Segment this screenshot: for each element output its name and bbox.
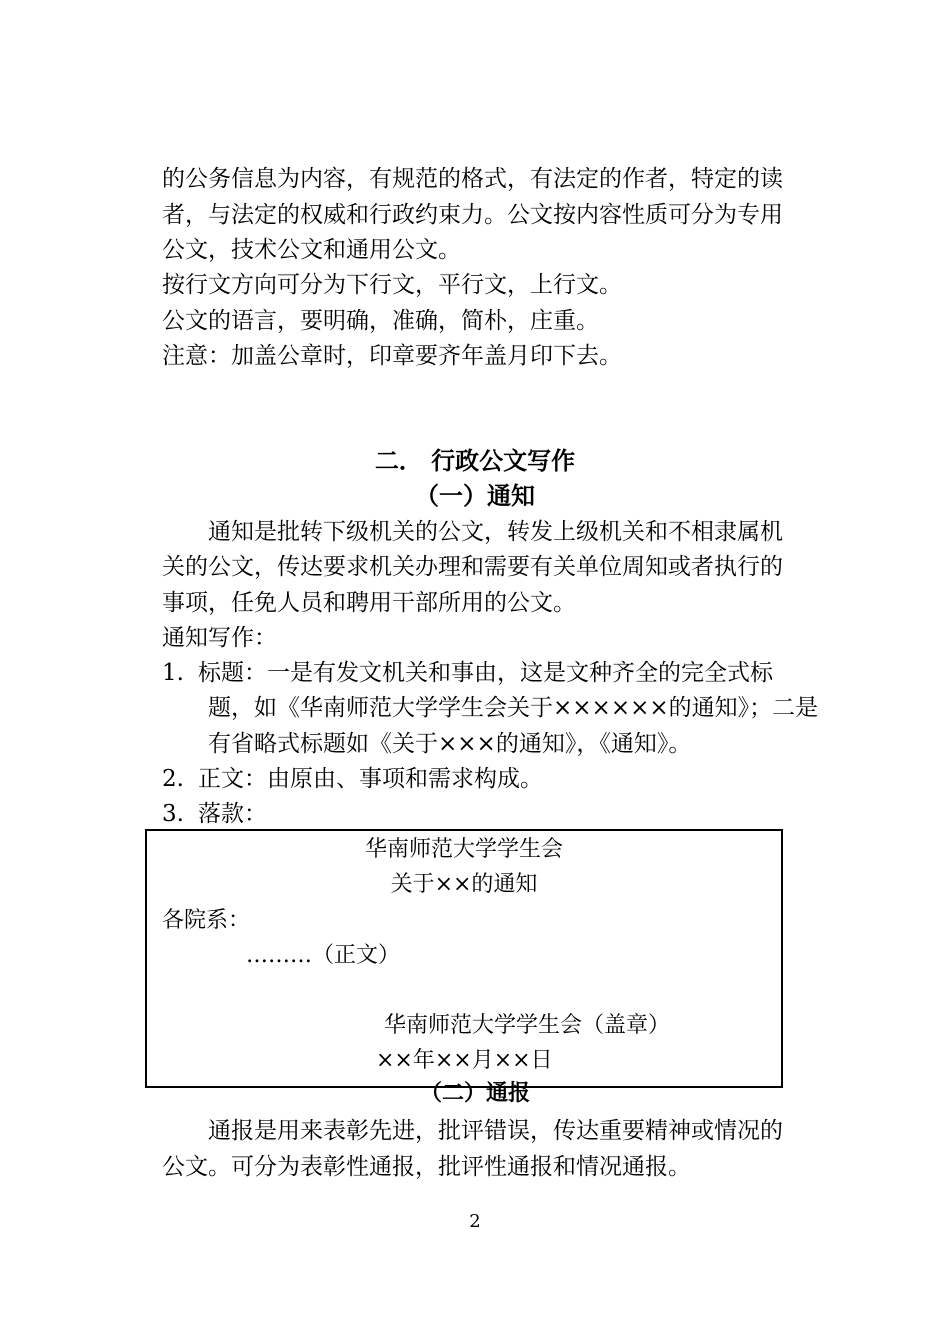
list-item-2 xyxy=(162,761,543,797)
list-number: 3. xyxy=(162,801,184,827)
intro-line-1: 的公务信息为内容，有规范的格式，有法定的作者，特定的读 xyxy=(162,166,783,192)
notice-writing-label: 通知写作： xyxy=(162,625,277,651)
subsection-heading-notice: （一）通知 xyxy=(415,482,535,510)
page-number: 2 xyxy=(469,1211,481,1232)
intro-line-6: 注意：加盖公章时，印章要齐年盖月印下去。 xyxy=(162,343,622,369)
list-item-1-cont-1: 题，如《华南师范大学学生会关于××××××的通知》；二是 xyxy=(208,695,819,721)
intro-line-3: 公文，技术公文和通用公文。 xyxy=(162,237,461,263)
intro-line-2: 者，与法定的权威和行政约束力。公文按内容性质可分为专用 xyxy=(162,202,783,228)
list-item-1-cont-2: 有省略式标题如《关于×××的通知》，《通知》。 xyxy=(208,731,692,757)
list-item-text: 落款： xyxy=(198,801,267,827)
example-signature: 华南师范大学学生会（盖章） xyxy=(384,1013,671,1038)
intro-line-4: 按行文方向可分为下行文，平行文，上行文。 xyxy=(162,272,622,298)
example-title: 关于××的通知 xyxy=(390,872,538,897)
example-org: 华南师范大学学生会 xyxy=(364,837,563,862)
list-number: 1. xyxy=(162,660,184,686)
section-heading: 二． 行政公文写作 xyxy=(374,447,576,475)
bulletin-para-line-2: 公文。可分为表彰性通报，批评性通报和情况通报。 xyxy=(162,1154,691,1180)
notice-example-box xyxy=(145,829,783,1088)
list-number: 2. xyxy=(162,766,184,792)
list-item-3 xyxy=(162,796,267,832)
list-item-text: 正文：由原由、事项和需求构成。 xyxy=(198,766,543,792)
example-recipient: 各院系： xyxy=(162,908,251,933)
notice-para-line-2: 关的公文，传达要求机关办理和需要有关单位周知或者执行的 xyxy=(162,554,783,580)
example-date: ××年××月××日 xyxy=(376,1048,553,1073)
list-item-text: 标题：一是有发文机关和事由，这是文种齐全的完全式标 xyxy=(198,660,773,686)
list-item-1 xyxy=(162,655,773,691)
bulletin-para-line-1: 通报是用来表彰先进，批评错误，传达重要精神或情况的 xyxy=(208,1118,783,1144)
intro-line-5: 公文的语言，要明确，准确，简朴，庄重。 xyxy=(162,308,599,334)
example-body: ………（正文） xyxy=(246,943,401,968)
notice-para-line-3: 事项，任免人员和聘用干部所用的公文。 xyxy=(162,590,576,616)
subsection-heading-bulletin: （二）通报 xyxy=(419,1081,530,1106)
notice-para-line-1: 通知是批转下级机关的公文，转发上级机关和不相隶属机 xyxy=(208,519,783,545)
